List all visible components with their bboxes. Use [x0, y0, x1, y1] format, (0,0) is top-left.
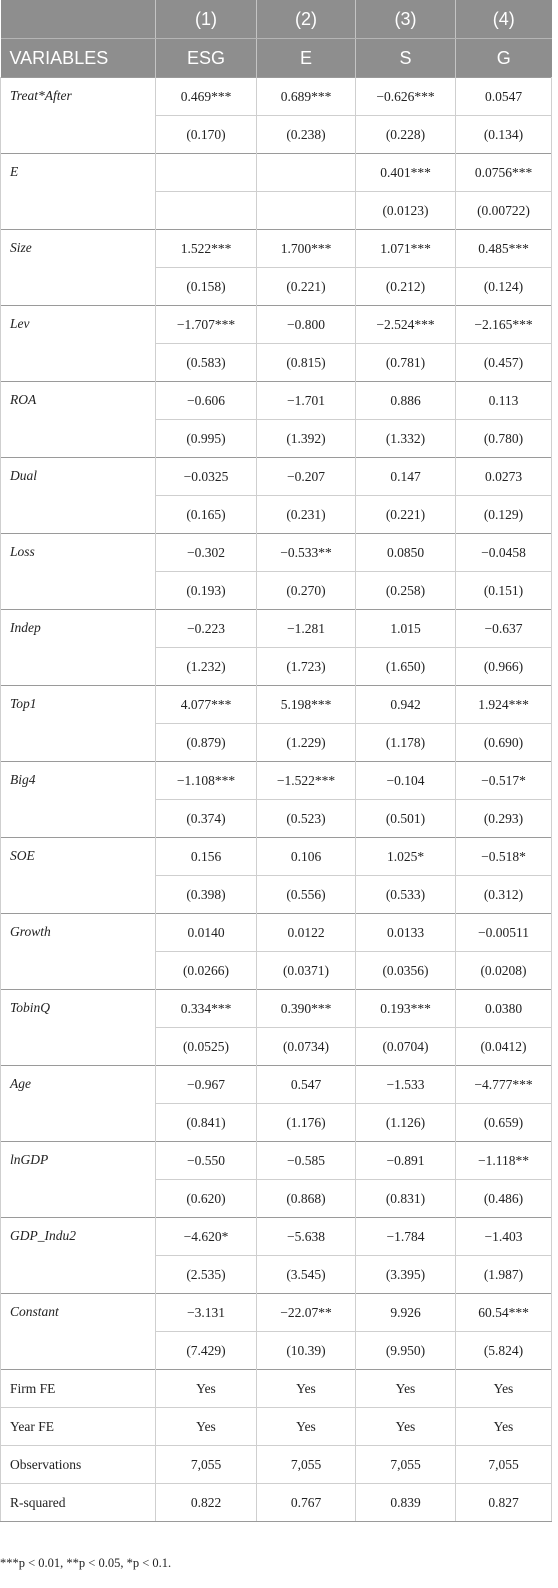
coefficient-cell: 0.0380	[456, 990, 552, 1028]
coefficient-cell: 0.334***	[156, 990, 257, 1028]
coefficient-cell: −0.104	[356, 762, 456, 800]
standard-error-cell: (0.0123)	[356, 192, 456, 230]
header-cell: (1)	[156, 0, 257, 39]
standard-error-cell: (0.293)	[456, 800, 552, 838]
table-row	[1, 306, 552, 344]
coefficient-cell: 0.0122	[257, 914, 356, 952]
standard-error-cell: (0.966)	[456, 648, 552, 686]
table-row	[1, 154, 552, 192]
standard-error-cell: (0.0371)	[257, 952, 356, 990]
header-cell: (2)	[257, 0, 356, 39]
coefficient-cell: 1.071***	[356, 230, 456, 268]
coefficient-cell: 9.926	[356, 1294, 456, 1332]
standard-error-cell: (3.545)	[257, 1256, 356, 1294]
value-cell: Yes	[257, 1408, 356, 1446]
table-row	[1, 1446, 552, 1484]
standard-error-cell: (0.221)	[356, 496, 456, 534]
variable-name-cell: TobinQ	[1, 990, 156, 1066]
coefficient-cell: −0.800	[257, 306, 356, 344]
table-row	[1, 990, 552, 1028]
coefficient-cell: −0.0458	[456, 534, 552, 572]
variable-name-cell: Growth	[1, 914, 156, 990]
value-cell: 0.767	[257, 1484, 356, 1522]
coefficient-cell: −2.524***	[356, 306, 456, 344]
coefficient-cell: −1.784	[356, 1218, 456, 1256]
coefficient-cell: 1.700***	[257, 230, 356, 268]
standard-error-cell: (0.781)	[356, 344, 456, 382]
standard-error-cell: (1.176)	[257, 1104, 356, 1142]
coefficient-cell: −22.07**	[257, 1294, 356, 1332]
standard-error-cell: (9.950)	[356, 1332, 456, 1370]
coefficient-cell: 0.689***	[257, 78, 356, 116]
variable-name-cell: Top1	[1, 686, 156, 762]
standard-error-cell: (0.533)	[356, 876, 456, 914]
header-cell: (4)	[456, 0, 552, 39]
coefficient-cell: −0.517*	[456, 762, 552, 800]
coefficient-cell: 0.113	[456, 382, 552, 420]
coefficient-cell: 0.0133	[356, 914, 456, 952]
header-row-column-names	[1, 39, 552, 78]
coefficient-cell: 0.193***	[356, 990, 456, 1028]
variable-name-cell: Size	[1, 230, 156, 306]
variable-name-cell: lnGDP	[1, 1142, 156, 1218]
row-label-cell: R-squared	[1, 1484, 156, 1522]
coefficient-cell: 1.015	[356, 610, 456, 648]
standard-error-cell: (0.0356)	[356, 952, 456, 990]
coefficient-cell: −5.638	[257, 1218, 356, 1256]
standard-error-cell: (0.868)	[257, 1180, 356, 1218]
significance-note: ***p < 0.01, **p < 0.05, *p < 0.1.	[0, 1556, 172, 1570]
variable-name-cell: Treat*After	[1, 78, 156, 154]
table-row	[1, 1484, 552, 1522]
coefficient-cell: −0.533**	[257, 534, 356, 572]
header-cell: VARIABLES	[1, 39, 156, 78]
coefficient-cell: 0.886	[356, 382, 456, 420]
standard-error-cell: (1.332)	[356, 420, 456, 458]
coefficient-cell: −0.606	[156, 382, 257, 420]
coefficient-cell: −0.585	[257, 1142, 356, 1180]
standard-error-cell: (0.659)	[456, 1104, 552, 1142]
variable-name-cell: GDP_Indu2	[1, 1218, 156, 1294]
standard-error-cell: (0.995)	[156, 420, 257, 458]
value-cell: Yes	[456, 1408, 552, 1446]
value-cell: 7,055	[156, 1446, 257, 1484]
standard-error-cell: (0.193)	[156, 572, 257, 610]
variable-name-cell: Dual	[1, 458, 156, 534]
variable-name-cell: Constant	[1, 1294, 156, 1370]
standard-error-cell: (0.212)	[356, 268, 456, 306]
coefficient-cell: −2.165***	[456, 306, 552, 344]
value-cell: Yes	[456, 1370, 552, 1408]
value-cell: Yes	[156, 1408, 257, 1446]
table-row	[1, 686, 552, 724]
standard-error-cell: (0.374)	[156, 800, 257, 838]
standard-error-cell	[257, 192, 356, 230]
table-row	[1, 534, 552, 572]
coefficient-cell: 0.0756***	[456, 154, 552, 192]
variable-name-cell: Big4	[1, 762, 156, 838]
coefficient-cell: −0.207	[257, 458, 356, 496]
coefficient-cell: 0.469***	[156, 78, 257, 116]
coefficient-cell: −0.0325	[156, 458, 257, 496]
standard-error-cell: (0.879)	[156, 724, 257, 762]
coefficient-cell: 0.0273	[456, 458, 552, 496]
table-row	[1, 838, 552, 876]
standard-error-cell: (0.831)	[356, 1180, 456, 1218]
coefficient-cell: −1.533	[356, 1066, 456, 1104]
coefficient-cell: −0.626***	[356, 78, 456, 116]
coefficient-cell: 0.547	[257, 1066, 356, 1104]
coefficient-cell: −0.550	[156, 1142, 257, 1180]
standard-error-cell: (2.535)	[156, 1256, 257, 1294]
standard-error-cell: (0.238)	[257, 116, 356, 154]
standard-error-cell: (1.392)	[257, 420, 356, 458]
value-cell: 0.822	[156, 1484, 257, 1522]
standard-error-cell: (0.0266)	[156, 952, 257, 990]
table-row	[1, 78, 552, 116]
coefficient-cell: 0.0140	[156, 914, 257, 952]
standard-error-cell: (10.39)	[257, 1332, 356, 1370]
coefficient-cell	[257, 154, 356, 192]
standard-error-cell: (0.0704)	[356, 1028, 456, 1066]
standard-error-cell: (1.178)	[356, 724, 456, 762]
table-row	[1, 1408, 552, 1446]
coefficient-cell: 0.390***	[257, 990, 356, 1028]
coefficient-cell: 0.401***	[356, 154, 456, 192]
standard-error-cell: (1.232)	[156, 648, 257, 686]
standard-error-cell: (0.0412)	[456, 1028, 552, 1066]
coefficient-cell: 0.0850	[356, 534, 456, 572]
table-header	[1, 0, 552, 78]
standard-error-cell: (0.124)	[456, 268, 552, 306]
coefficient-cell: 4.077***	[156, 686, 257, 724]
row-label-cell: Year FE	[1, 1408, 156, 1446]
table-row	[1, 762, 552, 800]
standard-error-cell: (0.815)	[257, 344, 356, 382]
standard-error-cell: (0.501)	[356, 800, 456, 838]
value-cell: Yes	[156, 1370, 257, 1408]
standard-error-cell: (0.556)	[257, 876, 356, 914]
coefficient-cell: −1.108***	[156, 762, 257, 800]
standard-error-cell: (7.429)	[156, 1332, 257, 1370]
variable-name-cell: SOE	[1, 838, 156, 914]
header-cell: ESG	[156, 39, 257, 78]
variable-name-cell: ROA	[1, 382, 156, 458]
standard-error-cell: (0.780)	[456, 420, 552, 458]
value-cell: 7,055	[356, 1446, 456, 1484]
coefficient-cell: 60.54***	[456, 1294, 552, 1332]
standard-error-cell: (0.398)	[156, 876, 257, 914]
variable-name-cell: Indep	[1, 610, 156, 686]
table-body	[1, 78, 552, 1522]
coefficient-cell: −0.967	[156, 1066, 257, 1104]
table-row	[1, 1142, 552, 1180]
table-row	[1, 1218, 552, 1256]
coefficient-cell: 0.106	[257, 838, 356, 876]
header-cell: E	[257, 39, 356, 78]
table-row	[1, 610, 552, 648]
header-cell: S	[356, 39, 456, 78]
value-cell: 0.839	[356, 1484, 456, 1522]
coefficient-cell: −0.00511	[456, 914, 552, 952]
header-cell	[1, 0, 156, 39]
coefficient-cell: −0.302	[156, 534, 257, 572]
coefficient-cell: 5.198***	[257, 686, 356, 724]
standard-error-cell: (3.395)	[356, 1256, 456, 1294]
table-row	[1, 914, 552, 952]
table-row	[1, 1066, 552, 1104]
coefficient-cell: 0.156	[156, 838, 257, 876]
header-cell: G	[456, 39, 552, 78]
standard-error-cell: (0.134)	[456, 116, 552, 154]
standard-error-cell: (5.824)	[456, 1332, 552, 1370]
coefficient-cell: −0.518*	[456, 838, 552, 876]
row-label-cell: Firm FE	[1, 1370, 156, 1408]
coefficient-cell: 0.485***	[456, 230, 552, 268]
coefficient-cell: 0.942	[356, 686, 456, 724]
coefficient-cell: 0.147	[356, 458, 456, 496]
standard-error-cell: (0.0208)	[456, 952, 552, 990]
row-label-cell: Observations	[1, 1446, 156, 1484]
standard-error-cell: (0.258)	[356, 572, 456, 610]
coefficient-cell: −1.701	[257, 382, 356, 420]
standard-error-cell: (0.165)	[156, 496, 257, 534]
standard-error-cell: (0.486)	[456, 1180, 552, 1218]
standard-error-cell: (0.151)	[456, 572, 552, 610]
standard-error-cell: (0.0734)	[257, 1028, 356, 1066]
header-cell: (3)	[356, 0, 456, 39]
standard-error-cell: (0.228)	[356, 116, 456, 154]
coefficient-cell: 1.522***	[156, 230, 257, 268]
coefficient-cell: −4.777***	[456, 1066, 552, 1104]
variable-name-cell: Lev	[1, 306, 156, 382]
standard-error-cell: (0.270)	[257, 572, 356, 610]
standard-error-cell: (0.523)	[257, 800, 356, 838]
coefficient-cell: −1.522***	[257, 762, 356, 800]
standard-error-cell: (0.690)	[456, 724, 552, 762]
standard-error-cell: (0.231)	[257, 496, 356, 534]
coefficient-cell: −1.403	[456, 1218, 552, 1256]
header-row-column-numbers	[1, 0, 552, 39]
standard-error-cell: (0.583)	[156, 344, 257, 382]
table-row	[1, 382, 552, 420]
standard-error-cell: (0.158)	[156, 268, 257, 306]
coefficient-cell: −1.707***	[156, 306, 257, 344]
standard-error-cell: (0.312)	[456, 876, 552, 914]
standard-error-cell: (0.620)	[156, 1180, 257, 1218]
standard-error-cell: (0.221)	[257, 268, 356, 306]
coefficient-cell: −3.131	[156, 1294, 257, 1332]
coefficient-cell: 0.0547	[456, 78, 552, 116]
coefficient-cell: 1.924***	[456, 686, 552, 724]
standard-error-cell: (0.129)	[456, 496, 552, 534]
table-row	[1, 1370, 552, 1408]
table-row	[1, 230, 552, 268]
value-cell: Yes	[356, 1408, 456, 1446]
table-row	[1, 1294, 552, 1332]
variable-name-cell: Loss	[1, 534, 156, 610]
standard-error-cell: (0.0525)	[156, 1028, 257, 1066]
value-cell: Yes	[257, 1370, 356, 1408]
standard-error-cell: (1.229)	[257, 724, 356, 762]
coefficient-cell: −0.891	[356, 1142, 456, 1180]
standard-error-cell: (1.987)	[456, 1256, 552, 1294]
coefficient-cell: −0.637	[456, 610, 552, 648]
value-cell: 7,055	[257, 1446, 356, 1484]
standard-error-cell: (0.457)	[456, 344, 552, 382]
standard-error-cell: (1.650)	[356, 648, 456, 686]
coefficient-cell: −1.118**	[456, 1142, 552, 1180]
coefficient-cell: −1.281	[257, 610, 356, 648]
standard-error-cell: (0.00722)	[456, 192, 552, 230]
coefficient-cell: −4.620*	[156, 1218, 257, 1256]
coefficient-cell: −0.223	[156, 610, 257, 648]
value-cell: 0.827	[456, 1484, 552, 1522]
table-row	[1, 458, 552, 496]
variable-name-cell: Age	[1, 1066, 156, 1142]
value-cell: Yes	[356, 1370, 456, 1408]
standard-error-cell: (0.841)	[156, 1104, 257, 1142]
coefficient-cell: 1.025*	[356, 838, 456, 876]
value-cell: 7,055	[456, 1446, 552, 1484]
coefficient-cell	[156, 154, 257, 192]
standard-error-cell: (0.170)	[156, 116, 257, 154]
variable-name-cell: E	[1, 154, 156, 230]
standard-error-cell: (1.723)	[257, 648, 356, 686]
standard-error-cell	[156, 192, 257, 230]
standard-error-cell: (1.126)	[356, 1104, 456, 1142]
